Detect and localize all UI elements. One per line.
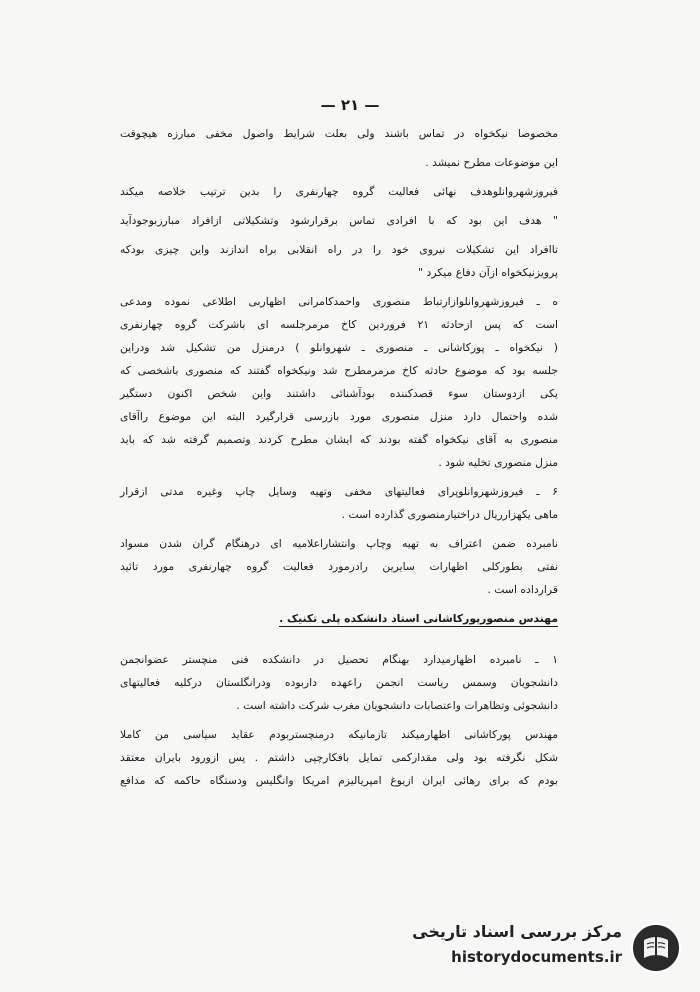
text-line: فیروزشهروانلوهدف نهائی فعالیت گروه چهارنفری را بدین ترتیب خلاصه میکند <box>120 185 558 198</box>
text-line: منزل منصوری تخلیه شود . <box>438 456 558 469</box>
text-line: دانشجویان وسمس ریاست انجمن راعهده داربوده ودرانگلستان درکلیه فعالیتهای <box>120 676 558 689</box>
archive-logo-icon <box>630 922 682 974</box>
text-line: نفتی بطورکلی اظهارات سایرین رادرمورد فعالیت گروه چهارنفری مورد تائید <box>120 560 558 573</box>
text-line: ۶ ـ فیروزشهروانلوپرای فعالیتهای مخفی وتهیه وسایل چاپ وغیره مدتی ازقرار <box>120 485 558 498</box>
text-line: است که پس ازحادثه ۲۱ فروردین کاخ مرمرجلسه ای باشرکت گروه چهارنفری <box>120 318 558 331</box>
source-watermark <box>400 918 690 978</box>
document-body <box>120 122 558 792</box>
text-line: نامبرده ضمن اعتراف به تهیه وچاپ وانتشاراعلامیه ای درهنگام گران شدن مسواد <box>120 537 558 550</box>
section-heading-text: مهندس منصورپورکاشانی استاد دانشکده پلی تکنیک . <box>279 612 558 625</box>
page-number: — ۲۱ — <box>320 96 380 114</box>
text-line: ۱ ـ نامبرده اظهارمیدارد بهنگام تحصیل در دانشکده فنی منچستر عضوانجمن <box>120 653 558 666</box>
text-line: " هدف این بود که با افرادی تماس برقرارشود وتشکیلاتی ازافراد مبارزبوجودآید <box>120 214 558 227</box>
text-line: دانشجوئی وتظاهرات واعتصابات دانشجویان مغرب شرکت داشته است . <box>236 699 558 712</box>
text-line: ماهی یکهزارریال دراختیارمنصوری گذارده است . <box>341 508 558 521</box>
text-line: یکی ازدوستان سوء قصدکننده بودآشنائی داشتند واین شخص اکنون دستگیر <box>120 387 558 400</box>
text-line: جلسه بود که موضوع حادثه کاخ مرمرمطرح شد ونیکخواه گفتند که منصوری باشخصی که <box>120 364 558 377</box>
text-line: شکل نگرفته بود ولی مقدارکمی تمایل بافکارچپی داشتم . پس ازورود بایران معتقد <box>120 751 558 764</box>
watermark-title: مرکز بررسی اسناد تاریخی <box>412 922 622 941</box>
text-line: ( نیکخواه ـ پورکاشانی ـ منصوری ـ شهروانلو ) درمنزل من تشکیل شد ودراین <box>120 341 558 354</box>
text-line: این موضوعات مطرح نمیشد . <box>425 156 558 169</box>
text-line: منصوری به آقای نیکخواه گفته بودند که ایشان مطرح کردند وتصمیم گرفته شد که باید <box>120 433 558 446</box>
text-line: ه ـ فیروزشهروانلوازارتباط منصوری واحمدکامرانی اظهاربی اطلاعی نموده ومدعی <box>120 295 558 308</box>
text-line: تاافراد این تشکیلات نیروی خود را در راه انقلابی براه اندازند واین چیزی بودکه <box>120 243 558 256</box>
text-line: پرویزنیکخواه ازآن دفاع میکرد " <box>418 266 558 279</box>
text-line: شده واحتمال دارد منزل منصوری مورد بازرسی قرارگیرد البته این موضوع راآقای <box>120 410 558 423</box>
text-line: مخصوصا نیکخواه در تماس باشند ولی بعلت شرایط واصول مخفی مبارزه هیچوقت <box>120 127 558 140</box>
text-line: قرارداده است . <box>487 583 558 596</box>
watermark-url: historydocuments.ir <box>451 948 622 966</box>
section-heading <box>120 607 558 630</box>
text-line: بودم که برای رهائی ایران ازیوغ امپریالیزم امریکا وانگلیس ودستگاه حاکمه که مدافع <box>120 774 558 787</box>
text-line: مهندس پورکاشانی اظهارمیکند تازمانیکه درمنچستربودم عقاید سیاسی من کاملا <box>120 728 558 741</box>
